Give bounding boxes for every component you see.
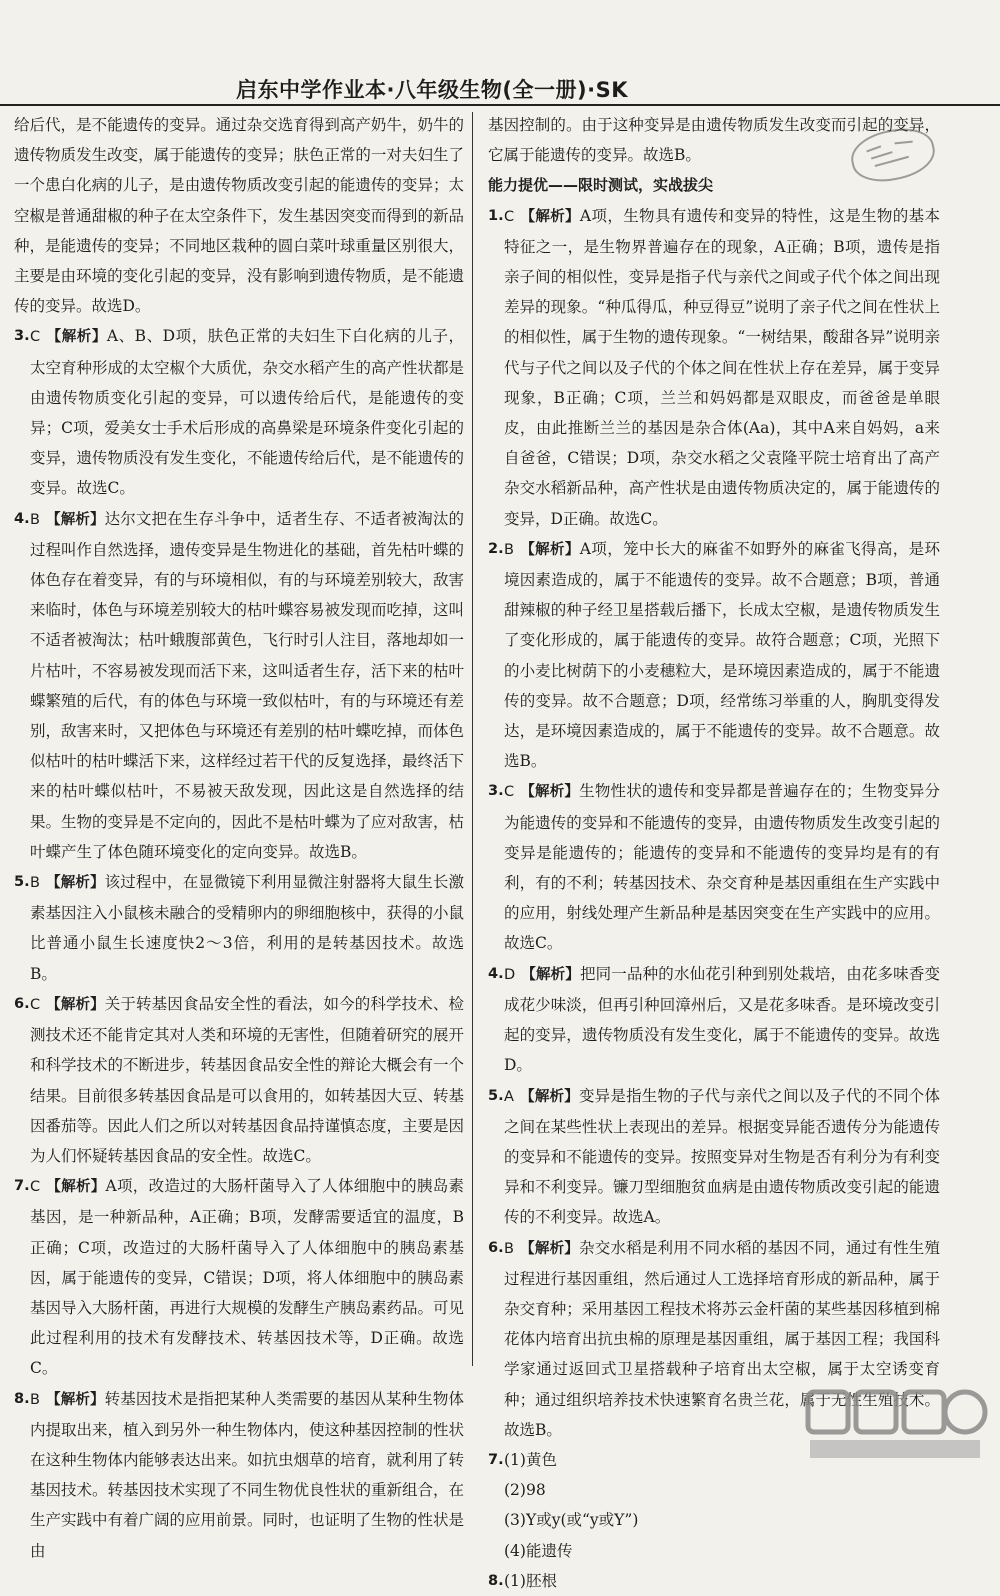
analysis-tag: 【解析】	[520, 784, 580, 801]
item-answer: B	[504, 1240, 514, 1257]
answer-item-8	[14, 1384, 464, 1566]
item-answer: B	[30, 1391, 40, 1408]
item-answer: B	[30, 875, 40, 892]
analysis-tag: 【解析】	[45, 875, 105, 892]
item-text: 转基因技术是指把某种人类需要的基因从某种生物体内提取出来，植入到另外一种生物体内，使这种基因控制的性状在这种生物体内能够表达出来。如抗虫烟草的培育，就利用了转基因技术。转基因技术实现了不同生物优良性状的重新组合，在生产实践中有着广阔的应用前景。同时，也证明了生物的性状是由	[30, 1389, 465, 1560]
right-column	[488, 110, 940, 1596]
analysis-tag: 【解析】	[45, 1391, 105, 1408]
item-answer: C	[30, 996, 41, 1013]
item-body	[30, 504, 464, 867]
item-body	[504, 959, 940, 1081]
item-body	[504, 201, 940, 534]
item-body	[30, 1171, 464, 1383]
answer-item-5	[488, 1081, 940, 1233]
item-body	[30, 989, 464, 1171]
left-intro: 给后代，是不能遗传的变异。通过杂交选育得到高产奶牛，奶牛的遗传物质发生改变，属于能遗传的变异；肤色正常的一对夫妇生了一个患白化病的儿子，是由遗传物质改变引起的能遗传的变异；太空椒是普通甜椒的种子在太空条件下，发生基因突变而得到的新品种，是能遗传的变异；不同地区栽种的圆白菜叶球重量区别很大，主要是由环境的变化引起的变异，没有影响到遗传物质，是不能遗传的变异。故选D。	[14, 116, 464, 316]
item-number: 4.	[14, 510, 30, 527]
item-answer: C	[30, 1179, 41, 1196]
item-number: 6.	[14, 995, 30, 1012]
item-number: 3.	[488, 783, 504, 800]
answer-item-4	[488, 959, 940, 1081]
analysis-tag: 【解析】	[46, 1179, 106, 1196]
sub-answer: (3)Y或y(或“y或Y”)	[504, 1511, 639, 1530]
item-body	[504, 776, 940, 958]
item-answer: C	[30, 329, 41, 346]
watermark-logo	[800, 1388, 990, 1463]
answer-item-4	[14, 504, 464, 867]
answer-item-3	[488, 776, 940, 958]
answer-item-1	[488, 201, 940, 534]
analysis-tag: 【解析】	[519, 1240, 579, 1257]
item-text: 关于转基因食品安全性的看法，如今的科学技术、检测技术还不能肯定其对人类和环境的无害性，但随着研究的展开和科学技术的不断进步，转基因食品安全性的辩论大概会有一个结果。目前很多转基因食品是可以食用的，如转基因大豆、转基因番茄等。因此人们之所以对转基因食品持谨慎态度，主要是因为人们怀疑转基因食品的安全性。故选C。	[30, 994, 465, 1165]
item-body	[504, 1566, 940, 1596]
item-answer: B	[504, 541, 514, 558]
analysis-tag: 【解析】	[520, 208, 580, 225]
sub-answer: (1)胚根	[504, 1571, 557, 1590]
analysis-tag: 【解析】	[45, 511, 105, 528]
item-text: 变异是指生物的子代与亲代之间以及子代的不同个体之间在某些性状上表现出的差异。根据变异能否遗传分为能遗传的变异和不能遗传的变异。按照变异对生物是否有利分为有利变异和不利变异。镰刀型细胞贫血病是由遗传物质改变引起的能遗传的不利变异。故选A。	[504, 1086, 940, 1227]
item-number: 8.	[488, 1572, 504, 1589]
right-intro: 基因控制的。由于这种变异是由遗传物质发生改变而引起的变异，它属于能遗传的变异。故选B。	[488, 116, 940, 165]
analysis-tag: 【解析】	[46, 329, 107, 346]
item-number: 3.	[14, 328, 30, 345]
item-answer: D	[504, 966, 516, 983]
item-body	[30, 1384, 464, 1566]
item-text: A项，生物具有遗传和变异的特性，这是生物的基本特征之一，是生物界普遍存在的现象，A正确；B项，遗传是指亲子间的相似性，变异是指子代与亲代之间或子代个体之间出现差异的现象。“种瓜得瓜，种豆得豆”说明了亲子代之间在性状上的相似性，属于生物的遗传现象。“一树结果，酸甜各异”说明亲代与子代之间以及子代的个体之间在性状上存在差异，属于变异现象，B正确；C项，兰兰和妈妈都是双眼皮，而爸爸是单眼皮，由此推断兰兰的基因是杂合体(Aa)，其中A来自妈妈，a来自爸爸，C错误；D项，杂交水稻之父袁隆平院士培育出了高产杂交水稻新品种，高产性状是由遗传物质决定的，属于能遗传的变异，D正确。故选C。	[504, 206, 940, 528]
analysis-tag: 【解析】	[519, 541, 580, 558]
item-text: 杂交水稻是利用不同水稻的基因不同，通过有性生殖过程进行基因重组，然后通过人工选择培育形成的新品种，属于杂交育种；采用基因工程技术将苏云金杆菌的某些基因移植到棉花体内培育出抗虫棉的原理是基因重组，属于基因工程；我国科学家通过返回式卫星搭载种子培育出太空椒，属于太空诱变育种；通过组织培养技术快速繁育名贵兰花，属于无性生殖技术。故选B。	[504, 1238, 940, 1439]
item-text: A、B、D项，肤色正常的夫妇生下白化病的儿子，太空育种形成的太空椒个大质优，杂交水稻产生的高产性状都是由遗传物质变化引起的变异，可以遗传给后代，是能遗传的变异；C项，爱美女士手术后形成的高鼻梁是环境条件变化引起的变异，遗传物质没有发生变化，不能遗传给后代，是不能遗传的变异。故选C。	[30, 327, 465, 498]
item-body	[30, 321, 464, 503]
answer-item-2	[488, 534, 940, 777]
item-number: 8.	[14, 1390, 30, 1407]
item-number: 2.	[488, 540, 504, 557]
item-answer: C	[504, 784, 515, 801]
item-number: 6.	[488, 1239, 504, 1256]
left-column	[14, 110, 464, 1566]
item-body	[504, 1445, 940, 1566]
answer-item-8	[488, 1566, 940, 1596]
analysis-tag: 【解析】	[521, 966, 580, 983]
header-rule	[0, 104, 1000, 106]
item-answer: C	[504, 208, 515, 225]
item-number: 5.	[488, 1087, 504, 1104]
item-text: 把同一品种的水仙花引种到别处栽培，由花多味香变成花少味淡，但再引种回漳州后，又是花多味香。是环境改变引起的变异，遗传物质没有发生变化，属于不能遗传的变异。故选D。	[504, 964, 941, 1075]
item-number: 7.	[488, 1451, 504, 1468]
section-title: 能力提优——限时测试，实战拔尖	[488, 176, 714, 195]
item-answer: B	[30, 511, 40, 528]
item-body	[30, 867, 464, 989]
answer-item-7	[488, 1445, 940, 1566]
item-answer: A	[504, 1088, 514, 1105]
answer-item-5	[14, 867, 464, 989]
column-divider	[472, 112, 473, 1366]
sub-answer: (4)能遗传	[504, 1541, 573, 1560]
item-text: 生物性状的遗传和变异都是普遍存在的；生物变异分为能遗传的变异和不能遗传的变异，由遗传物质发生改变引起的变异是能遗传的；能遗传的变异和不能遗传的变异均是有的有利，有的不利；转基因技术、杂交育种是基因重组在生产实践中的应用，射线处理产生新品种是基因突变在生产实践中的应用。故选C。	[504, 782, 940, 953]
item-number: 5.	[14, 874, 30, 891]
item-text: A项，笼中长大的麻雀不如野外的麻雀飞得高，是环境因素造成的，属于不能遗传的变异。故不合题意；B项，普通甜辣椒的种子经卫星搭载后播下，长成太空椒，是遗传物质发生了变化形成的，属于能遗传的变异。故符合题意；C项，光照下的小麦比树荫下的小麦穗粒大，是环境因素造成的，属于不能遗传的变异。故不合题意；D项，经常练习举重的人，胸肌变得发达，是环境因素造成的，属于不能遗传的变异。故不合题意。故选B。	[504, 539, 940, 771]
item-body	[504, 534, 940, 777]
answer-item-7	[14, 1171, 464, 1383]
item-body	[504, 1081, 940, 1233]
answer-item-3	[14, 321, 464, 503]
sub-answer: (1)黄色	[504, 1450, 557, 1469]
item-number: 7.	[14, 1178, 30, 1195]
analysis-tag: 【解析】	[46, 996, 105, 1013]
sub-answer: (2)98	[504, 1481, 546, 1500]
page-header	[0, 72, 1000, 102]
item-number: 4.	[488, 965, 504, 982]
item-text: 达尔文把在生存斗争中，适者生存、不适者被淘汰的过程叫作自然选择，遗传变异是生物进化的基础，首先枯叶蝶的体色存在着变异，有的与环境相似，有的与环境差别较大，敌害来临时，体色与环境差别较大的枯叶蝶容易被发现而吃掉，这叫不适者被淘汰；枯叶蛾腹部黄色，飞行时引人注目，落地却如一片枯叶，不容易被发现而活下来，这叫适者生存，活下来的枯叶蝶繁殖的后代，有的体色与环境一致似枯叶，有的与环境还有差别，敌害来时，又把体色与环境还有差别的枯叶蝶吃掉，而体色似枯叶的枯叶蝶活下来，这样经过若干代的反复选择，最终活下来的枯叶蝶似枯叶，不易被天敌发现，因此这是自然选择的结果。生物的变异是不定向的，因此不是枯叶蝶为了应对敌害，枯叶蝶产生了体色随环境变化的定向变异。故选B。	[30, 509, 465, 861]
item-text: 该过程中，在显微镜下利用显微注射器将大鼠生长激素基因注入小鼠核未融合的受精卵内的卵细胞核中，获得的小鼠比普通小鼠生长速度快2～3倍，利用的是转基因技术。故选B。	[30, 873, 465, 983]
item-text: A项，改造过的大肠杆菌导入了人体细胞中的胰岛素基因，是一种新品种，A正确；B项，发酵需要适宜的温度，B正确；C项，改造过的大肠杆菌导入了人体细胞中的胰岛素基因，属于能遗传的变异，C错误；D项，将人体细胞中的胰岛素基因导入大肠杆菌，再进行大规模的发酵生产胰岛素药品。可见此过程利用的技术有发酵技术、转基因技术等，D正确。故选C。	[30, 1177, 465, 1378]
item-number: 1.	[488, 207, 504, 224]
header-title: 启东中学作业本·八年级生物(全一册)·SK	[235, 78, 628, 102]
analysis-tag: 【解析】	[519, 1088, 579, 1105]
answer-item-6	[14, 989, 464, 1171]
